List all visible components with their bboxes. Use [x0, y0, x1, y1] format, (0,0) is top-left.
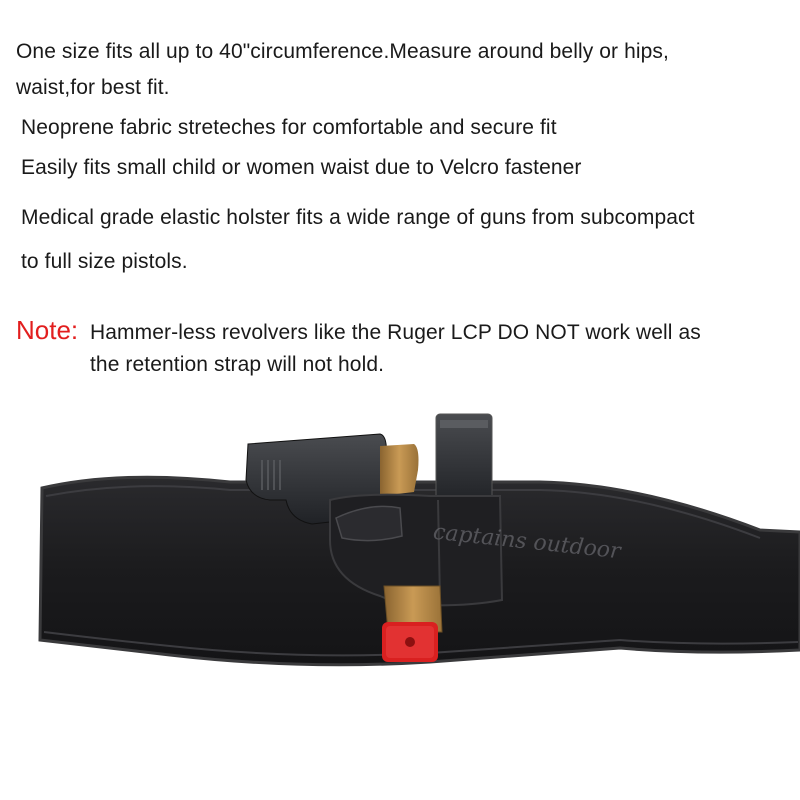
feature-line-neoprene: Neoprene fabric streteches for comfortable and secure fit [21, 116, 557, 139]
feature-line-size: One size fits all up to 40"circumference.Measure around belly or hips, [16, 40, 669, 63]
note-text-line1: Hammer-less revolvers like the Ruger LCP DO NOT work well as [90, 321, 701, 344]
belly-band-holster-photo [0, 400, 800, 800]
feature-line-velcro: Easily fits small child or women waist due to Velcro fastener [21, 156, 582, 179]
feature-line-size-cont: waist,for best fit. [16, 76, 170, 99]
pistol-slide [380, 444, 419, 496]
feature-line-holster-cont: to full size pistols. [21, 250, 188, 273]
note-text-line2: the retention strap will not hold. [90, 353, 385, 376]
feature-line-holster: Medical grade elastic holster fits a wide range of guns from subcompact [21, 206, 695, 229]
note-label: Note: [16, 315, 79, 345]
watermark-text: captains outdoor [431, 519, 622, 565]
